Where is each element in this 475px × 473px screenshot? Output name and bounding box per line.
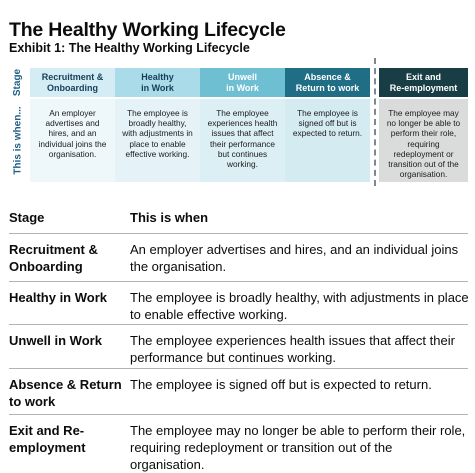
- row-label-stage-text: Stage: [12, 68, 24, 97]
- stage-header-healthy: Healthy in Work: [115, 68, 200, 97]
- table-cell-stage: Healthy in Work: [9, 290, 108, 305]
- table-cell-stage: Recruitment & Onboarding: [9, 242, 98, 274]
- table-cell-stage: Exit and Re- employment: [9, 423, 86, 455]
- table-cell-when: An employer advertises and hires, and an individual joins the organisation.: [130, 242, 459, 274]
- table-cell-when: The employee experiences health issues that affect their performance but continues working.: [130, 333, 455, 365]
- stage-body-recruitment: An employer advertises and hires, and an individual joins the organisation.: [30, 99, 115, 182]
- table-cell-stage: Unwell in Work: [9, 333, 102, 348]
- table-row: [9, 281, 468, 325]
- table-cell-when: The employee may no longer be able to perform their role, requiring redeployment or transition out of the organisation.: [130, 423, 466, 472]
- stage-body-healthy: The employee is broadly healthy, with adjustments in place to enable effective working.: [115, 99, 200, 182]
- row-label-when: [6, 99, 30, 181]
- table-header-stage: Stage: [9, 210, 45, 225]
- stage-body-absence: The employee is signed off but is expected to return.: [285, 99, 370, 182]
- exhibit-title: Exhibit 1: The Healthy Working Lifecycle: [9, 41, 250, 55]
- stage-header-exit: Exit and Re-employment: [379, 68, 468, 97]
- table-row: [9, 414, 468, 472]
- stage-header-absence: Absence & Return to work: [285, 68, 370, 97]
- table-row: [9, 368, 468, 415]
- stage-body-unwell: The employee experiences health issues that affect their performance but continues working.: [200, 99, 285, 182]
- table-cell-when: The employee is signed off but is expected to return.: [130, 377, 432, 392]
- table-cell-when: The employee is broadly healthy, with adjustments in place to enable effective working.: [130, 290, 469, 322]
- exit-divider: [374, 58, 376, 186]
- stage-header-recruitment: Recruitment & Onboarding: [30, 68, 115, 97]
- table-row: [9, 233, 468, 282]
- stage-header-unwell: Unwell in Work: [200, 68, 285, 97]
- page-title: The Healthy Working Lifecycle: [9, 19, 286, 42]
- row-label-when-text: This is when...: [12, 105, 24, 175]
- table-cell-stage: Absence & Return to work: [9, 377, 122, 409]
- row-label-stage: [6, 68, 30, 97]
- table-header-when: This is when: [130, 210, 209, 225]
- table-row: [9, 324, 468, 369]
- stage-body-exit: The employee may no longer be able to perform their role, requiring redeployment or transition out of the organisation.: [379, 99, 468, 182]
